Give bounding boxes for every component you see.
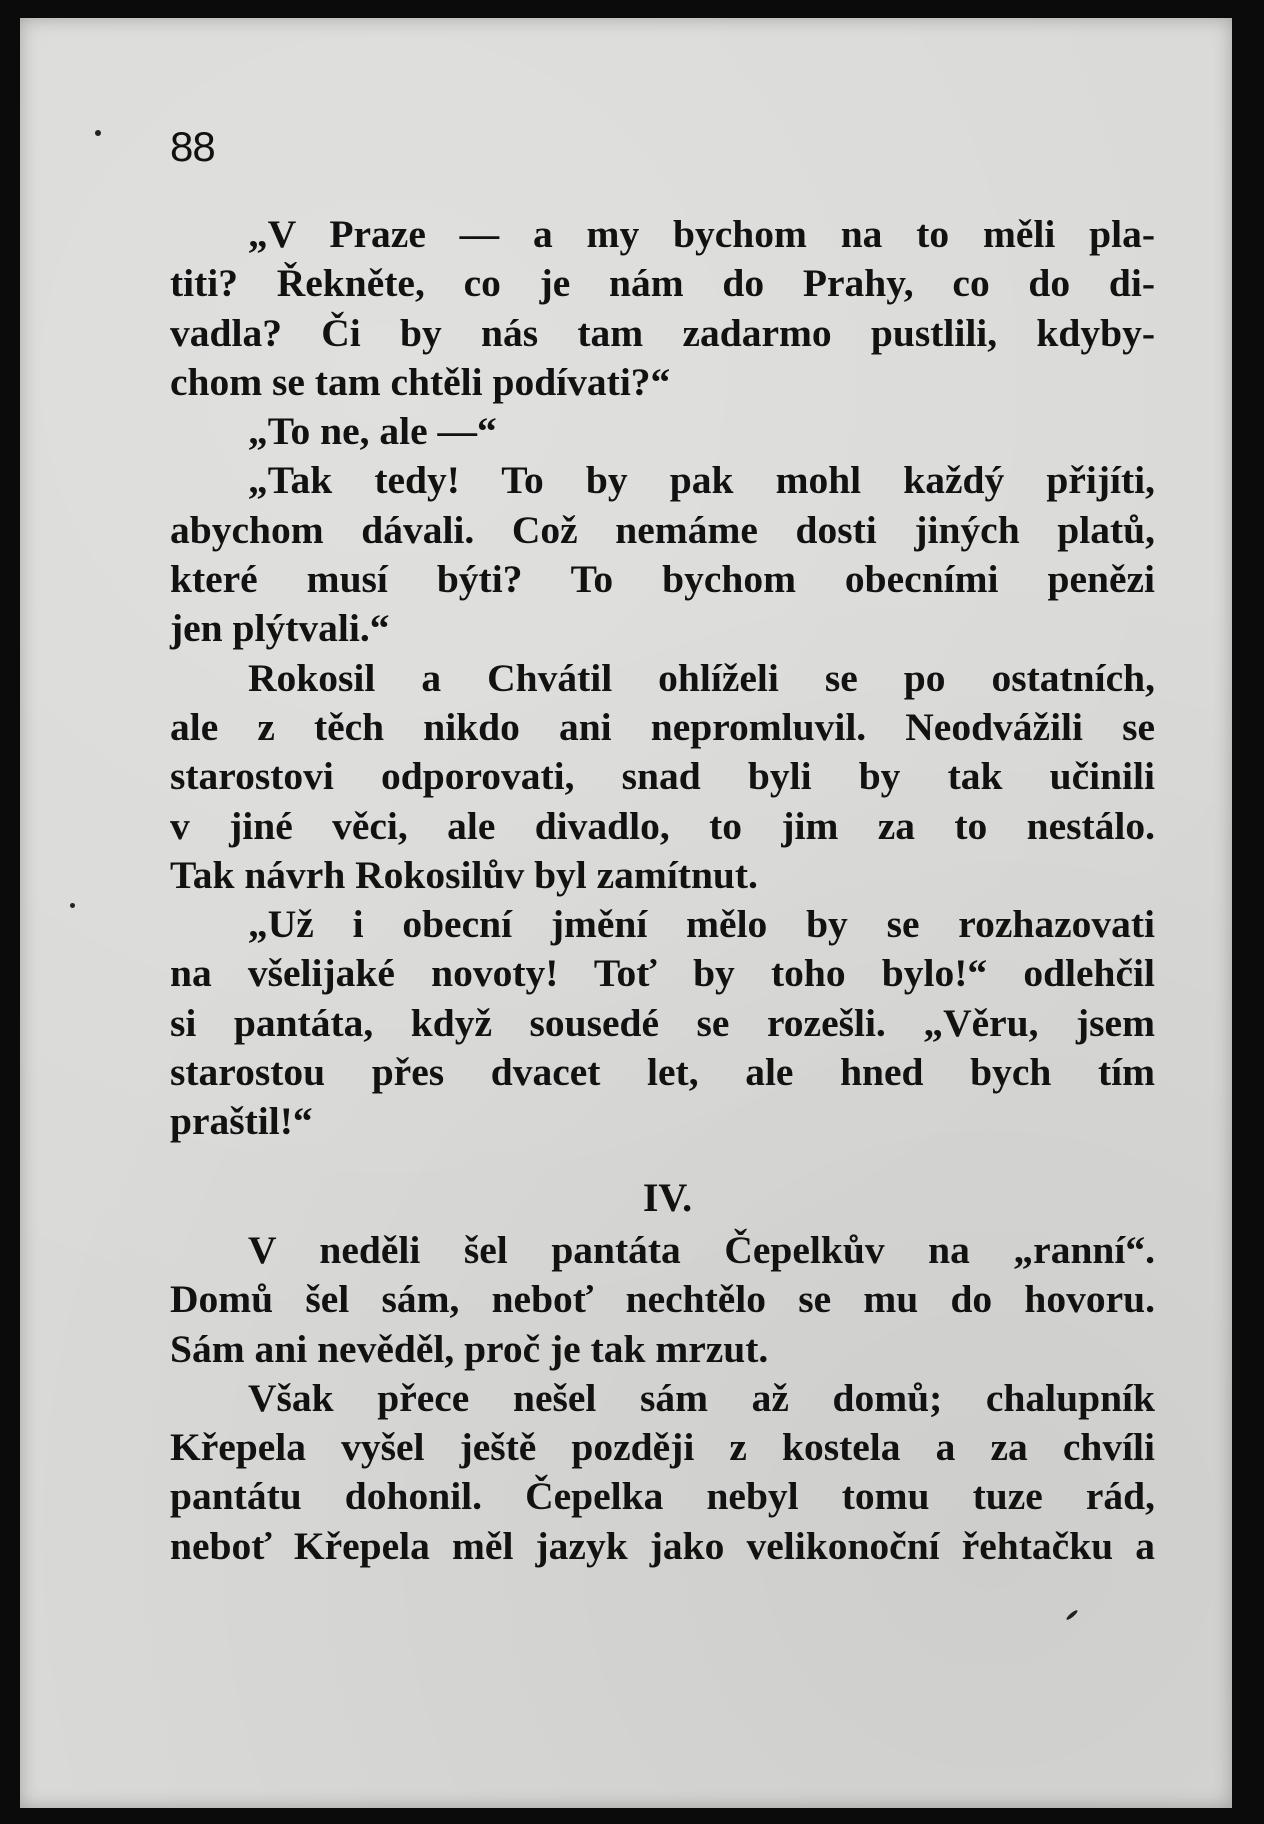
text-line: Domů šel sám, neboť nechtělo se mu do hovoru. [170,1277,1155,1322]
text-line: „To ne, ale —“ [248,409,497,454]
text-line: které musí býti? To bychom obecními penězi [170,557,1155,602]
text-line: Rokosil a Chvátil ohlíželi se po ostatních, [248,655,1155,700]
text-line: vadla? Či by nás tam zadarmo pustlili, kdyby- [170,310,1155,355]
ink-speck [70,903,75,908]
text-line: starostovi odporovati, snad byli by tak učinili [170,754,1155,799]
paragraph [170,654,1155,900]
text-line: Tak návrh Rokosilův byl zamítnut. [170,852,758,897]
text-line: na všelijaké novoty! Toť by toho bylo!“ odlehčil [170,951,1155,996]
page-number: 88 [170,123,215,170]
text-line: abychom dávali. Což nemáme dosti jiných platů, [170,507,1155,552]
paragraph [170,1226,1155,1374]
paragraph [170,210,1155,407]
paragraph [170,407,1155,456]
ink-speck [95,130,101,136]
text-line: Sám ani nevěděl, proč je tak mrzut. [170,1326,769,1371]
text-line: starostou přes dvacet let, ale hned bych tím [170,1050,1155,1095]
ink-speck [1065,1609,1078,1621]
text-line: pantátu dohonil. Čepelka nebyl tomu tuze rád, [170,1474,1155,1519]
text-line: si pantáta, když sousedé se rozešli. „Věru, jsem [170,1000,1155,1045]
text-line: chom se tam chtěli podívati?“ [170,359,671,404]
text-line: v jiné věci, ale divadlo, to jim za to nestálo. [170,803,1155,848]
paragraph [170,1374,1155,1571]
text-line: jen plýtvali.“ [170,606,390,651]
text-line: titi? Řekněte, co je nám do Prahy, co do di- [170,261,1155,306]
body-text [170,210,1155,1571]
text-line: Však přece nešel sám až domů; chalupník [248,1375,1155,1420]
text-line: praštil!“ [170,1099,313,1144]
text-line: ale z těch nikdo ani nepromluvil. Neodvážili se [170,704,1155,749]
text-line: „Už i obecní jmění mělo by se rozhazovati [248,902,1155,947]
paragraph [170,900,1155,1146]
text-line: „Tak tedy! To by pak mohl každý přijíti, [248,458,1155,503]
text-line: V neděli šel pantáta Čepelkův na „ranní“. [248,1227,1155,1272]
text-line: neboť Křepela měl jazyk jako velikonoční řehtačku a [170,1523,1155,1568]
text-line: „V Praze — a my bychom na to měli pla- [248,212,1155,256]
text-line: Křepela vyšel ještě později z kostela a za chvíli [170,1425,1155,1470]
book-page [20,18,1232,1808]
paragraph [170,456,1155,653]
chapter-heading: IV. [642,1174,693,1220]
